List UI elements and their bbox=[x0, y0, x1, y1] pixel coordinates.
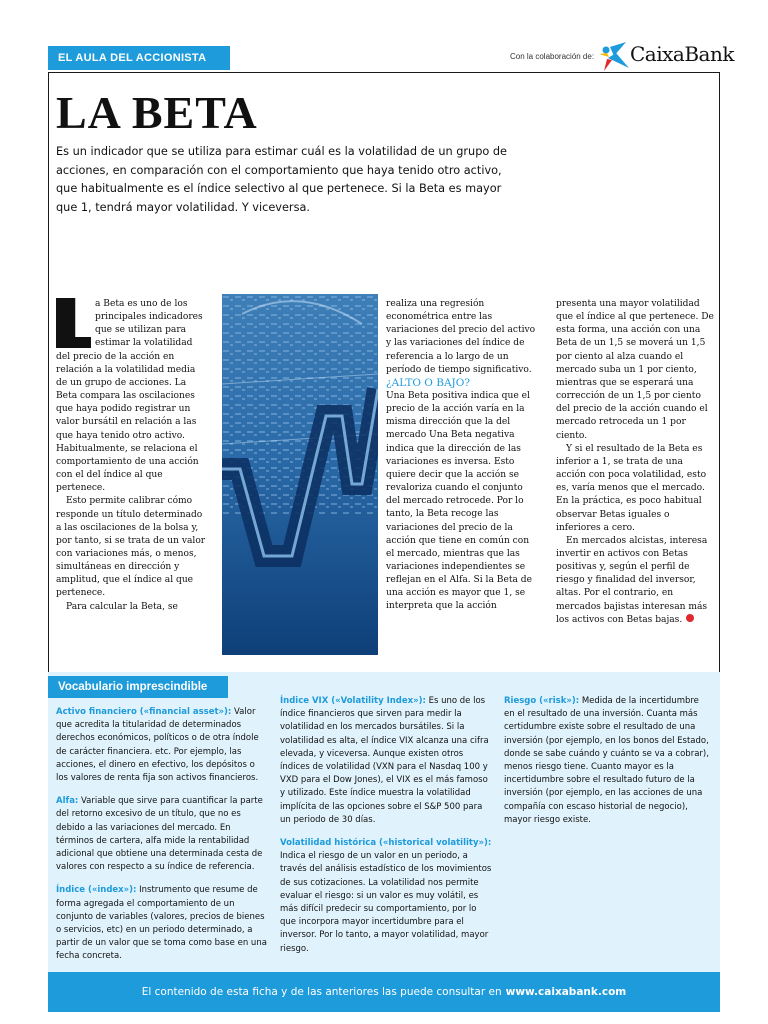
vocabulary-definition: Indica el riesgo de un valor en un periodo, a través del análisis estadístico de los movimientos de sus cotizaciones. La volatilidad nos permite evaluar el riesgo: si un valor es muy volátil, es más difícil predecir su comportamiento, por lo que incorpora mayor incertidumbre para el inversor. Por lo tanto, a mayor volatilidad, mayor riesgo. bbox=[280, 851, 492, 954]
article-column-3 bbox=[386, 298, 536, 614]
section-tag: EL AULA DEL ACCIONISTA bbox=[48, 46, 230, 70]
vocabulary-entry bbox=[280, 837, 492, 956]
page-title: LA BETA bbox=[56, 87, 258, 138]
vocabulary-definition: Variable que sirve para cuantificar la parte del retorno excesivo de un título, que no es debido a las variaciones del mercado. En términos de cartera, alfa mide la rentabilidad adicional que obtiene una determinada cesta de valores con respecto a su índice de referencia. bbox=[56, 796, 263, 873]
vocabulary-column-3 bbox=[504, 695, 712, 837]
paragraph: realiza una regresión econométrica entre las variaciones del precio del activo y las variaciones del índice de referencia a lo largo de un período de tiempo significativo. bbox=[386, 299, 536, 375]
vocabulary-column-1 bbox=[56, 706, 268, 974]
paragraph: Esto permite calibrar cómo responde un título determinado a las oscilaciones de la bolsa y, por tanto, si se trata de un valor con variaciones más, o menos, simultáneas en dirección y amplitud, que el índice al que pertenece. bbox=[56, 496, 206, 599]
vocabulary-definition: Es uno de los índice financieros que sirven para medir la volatilidad en los mercados bursátiles. Si la volatilidad es alta, el índice VIX alcanza una cifra elevada, y viceversa. Aunque existen otros índices de volatilidad (VXN para el Nasdaq 100 y VXD para el Dow Jones), el VIX es el más famoso y utilizado. Este índice muestra la volatilidad implícita de las opciones sobre el S&P 500 para un periodo de 30 días. bbox=[280, 696, 489, 825]
paragraph: Una Beta positiva indica que el precio de la acción varía en la misma dirección que la del mercado Una Beta negativa indica que la dirección de las variaciones es inversa. Esto quiere decir que la acción se revaloriza cuando el conjunto del mercado retrocede. Por lo tanto, la Beta recoge las variaciones del precio de la acción que tiene en común con el mercado, mientras que las variaciones independientes se reflejan en el Alfa. Si la Beta de una acción es mayor que 1, se interpreta que la acción bbox=[386, 390, 533, 612]
vocabulary-entry bbox=[504, 695, 712, 827]
vocabulary-entry bbox=[56, 706, 268, 785]
vocabulary-term: Alfa: bbox=[56, 796, 79, 807]
collaboration-label: Con la colaboración de: bbox=[510, 52, 595, 61]
article-intro: Es un indicador que se utiliza para estimar cuál es la volatilidad de un grupo de acciones, en comparación con el comportamiento que haya tenido otro activo, que habitualmente es el índice selectivo al que pertenece. Si la Beta es mayor que 1, tendrá mayor volatilidad. Y viceversa. bbox=[56, 145, 508, 214]
vocabulary-term: Riesgo («risk»): bbox=[504, 696, 580, 706]
footer-bar bbox=[48, 972, 720, 1012]
article-column-1 bbox=[56, 298, 208, 614]
vocabulary-entry bbox=[56, 884, 268, 963]
footer-text: El contenido de esta ficha y de las anteriores las puede consultar en bbox=[141, 986, 502, 998]
caixabank-star-icon bbox=[596, 38, 632, 74]
stock-chart-photo bbox=[222, 294, 378, 655]
vocabulary-term: Índice («index»): bbox=[56, 885, 137, 896]
vocabulary-column-2 bbox=[280, 695, 492, 966]
vocabulary-definition: Valor que acredita la titularidad de determinados derechos económicos, políticos o de otra índole de carácter financiera. etc. Por ejemplo, las acciones, el dinero en efectivo, los depósitos o los valores de renta fija son activos financieros. bbox=[56, 707, 259, 784]
paragraph: a Beta es uno de los principales indicadores que se utilizan para estimar la volatilidad del precio de la acción en relación a la volatilidad media de un grupo de acciones. La Beta compara las oscilaciones que haya podido registrar un valor bursátil en relación a las que haya tenido otro activo. Habitualmente, se relaciona el comportamiento de una acción con el del índice al que pertenece. bbox=[56, 299, 203, 494]
paragraph: Para calcular la Beta, se bbox=[66, 601, 178, 612]
end-of-article-icon bbox=[686, 614, 694, 622]
footer-link[interactable]: www.caixabank.com bbox=[505, 986, 627, 998]
subheading: ¿ALTO O BAJO? bbox=[386, 376, 470, 389]
brand-name: CaixaBank bbox=[630, 42, 734, 66]
paragraph: Y si el resultado de la Beta es inferior a 1, se trata de una acción con poca volatilidad, esto es, varía menos que el mercado. En la práctica, es poco habitual observar Betas iguales o inferiores a cero. bbox=[556, 443, 707, 533]
vocabulary-entry bbox=[280, 695, 492, 827]
vocabulary-term: Activo financiero («financial asset»): bbox=[56, 707, 232, 717]
vocabulary-entry bbox=[56, 795, 268, 874]
vocabulary-title: Vocabulario imprescindible bbox=[48, 676, 228, 698]
paragraph-last bbox=[556, 535, 714, 627]
vocabulary-term: Volatilidad histórica («historical volatility»): bbox=[280, 838, 492, 849]
paragraph: presenta una mayor volatilidad que el índice al que pertenece. De esta forma, una acción con una Beta de un 1,5 se moverá un 1,5 por ciento al alza cuando el mercado suba un 1 por ciento, mientras que se esperará una corrección de un 1,5 por ciento del precio de la acción cuando el mercado retroceda un 1 por ciento. bbox=[556, 299, 714, 441]
paragraph-text: En mercados alcistas, interesa invertir en activos con Betas positivas y, según el perfil de riesgo y finalidad del inversor, altas. Por el contrario, en mercados bajistas interesan más los activos con Betas bajas. bbox=[556, 535, 708, 625]
vocabulary-term: Índice VIX («Volatility Index»): bbox=[280, 696, 426, 706]
article-column-4 bbox=[556, 298, 714, 627]
vocabulary-definition: Instrumento que resume de forma agregada el comportamiento de un conjunto de variables (valores, precios de bienes o servicios, etc) en un periodo determinado, a partir de un valor que se toma como base en una fecha concreta. bbox=[56, 885, 267, 962]
vocabulary-definition: Medida de la incertidumbre en el resultado de una inversión. Cuanta más certidumbre existe sobre el resultado de una inversión (por ejemplo, en los bonos del Estado, donde se sabe cuándo y cuánto se va a cobrar), menos riesgo tiene. Cuanto mayor es la incertidumbre sobre el resultado futuro de la inversión (por ejemplo, en las acciones de una compañía con escaso historial de negocio), mayor riesgo existe. bbox=[504, 696, 709, 825]
